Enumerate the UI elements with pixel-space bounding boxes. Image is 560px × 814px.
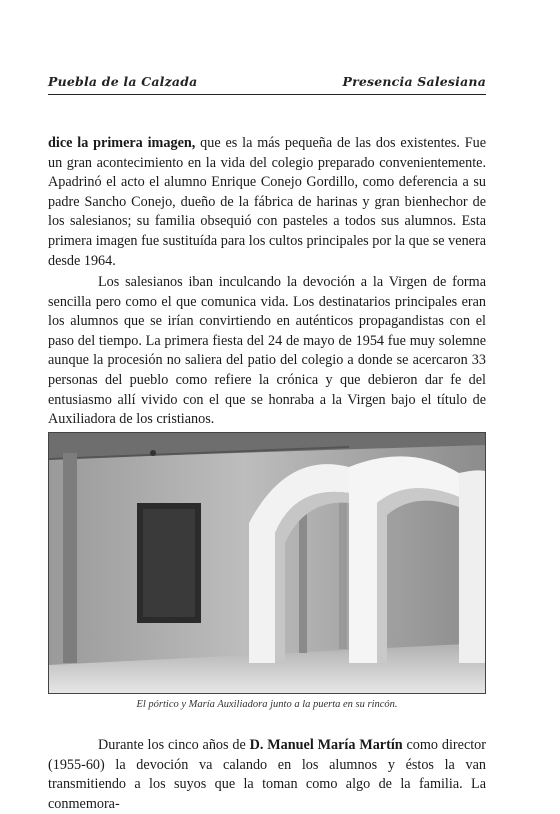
paragraph-3-text: como director (1955-60) la devoción va calando en los alumnos y éstos la van transmitiendo a los suyos que la toman como algo de la familia. La conmemora-: [48, 737, 486, 812]
running-header: [48, 72, 486, 95]
header-section-title: Presencia Salesiana: [342, 74, 486, 89]
portico-photo: [48, 432, 486, 694]
paragraph-3-lead: Durante los cinco años de: [98, 737, 250, 753]
photo-caption: El pórtico y María Auxiliadora junto a la puerta en su rincón.: [136, 699, 398, 710]
paragraph-2-text: Los salesianos iban inculcando la devoción a la Virgen de forma sencilla pero como el que comunica vida. Los destinatarios principales eran los alumnos que se irían convirtiendo en auténticos propagandistas con el paso del tiempo. La primera fiesta del 24 de mayo de 1954 fue muy solemne aunque la procesión no saliera del patio del colegio a donde se acercaron 33 personas del pueblo como refiere la crónica y que debieron dar fe del entusiasmo allí vivido con el que se honraba a la Virgen bajo el título de Auxiliadora de los cristianos.: [48, 274, 486, 428]
paragraph-1-bold-lead: dice la primera imagen,: [48, 135, 196, 151]
paragraph-1: [48, 134, 486, 271]
paragraph-3: [48, 736, 486, 814]
paragraph-1-text: que es la más pequeña de las dos existentes. Fue un gran acontecimiento en la vida del colegio preparado convenientemente. Apadrinó el acto el alumno Enrique Conejo Gordillo, como deferencia a su padre Sancho Conejo, dueño de la fábrica de harinas y gran bienhechor de los salesianos; su familia obsequió con pasteles a todos sus alumnos. Esta primera imagen fue sustituída para los cultos principales por la que se venera desde 1964.: [48, 135, 487, 269]
paragraph-3-bold-name: D. Manuel María Martín: [249, 737, 403, 753]
paragraph-2: [48, 273, 486, 430]
header-book-title: Puebla de la Calzada: [48, 74, 198, 89]
